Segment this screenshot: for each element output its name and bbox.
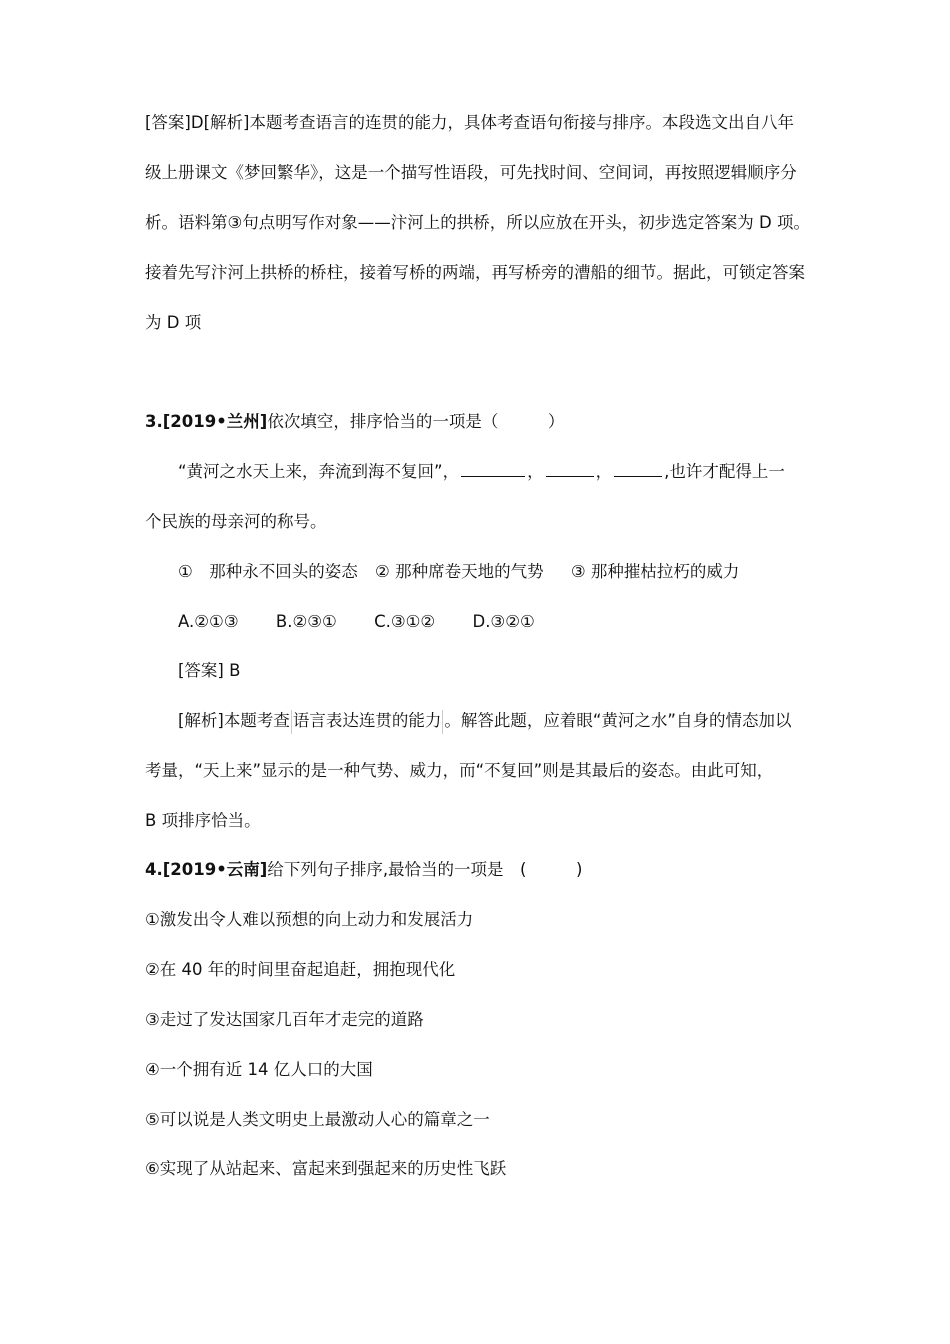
item-2: ② 那种席卷天地的气势 [375,562,544,581]
sentence-1: ①激发出令人难以预想的向上动力和发展活力 [145,910,474,929]
option-d[interactable]: D.③②① [472,612,535,631]
question-4-stem: 给下列句子排序,最恰当的一项是 ( ) [267,860,583,879]
question-3-analysis-line-3: B 项排序恰当。 [145,811,261,830]
separator-2: ， [595,462,613,481]
fill-blank-2[interactable] [546,460,594,477]
text-box-edge [291,710,292,734]
item-1: ① 那种永不回头的姿态 [178,562,358,581]
fill-blank-1[interactable] [461,460,525,477]
fill-blank-3[interactable] [614,460,662,477]
question-3-items [178,560,739,584]
question-4-number: 4.[2019•云南] [145,860,268,879]
question-4-heading [145,858,582,882]
question-3-number: 3.[2019•兰州] [145,412,268,431]
answer-analysis-line-4: 接着先写汴河上拱桥的桥柱，接着写桥的两端，再写桥旁的漕船的细节。据此，可锁定答案 [145,263,805,282]
analysis-rest: 。解答此题，应着眼“黄河之水”自身的情态加以 [444,711,792,730]
analysis-intro: [解析]本题考查 [178,711,290,730]
answer-analysis-line-2: 级上册课文《梦回繁华》，这是一个描写性语段，可先找时间、空间词，再按照逻辑顺序分 [145,163,797,182]
question-3-quote: “黄河之水天上来，奔流到海不复回”， [178,462,460,481]
question-3-prompt-line-2: 个民族的母亲河的称号。 [145,512,327,531]
question-3-prompt-line-1 [178,460,785,484]
option-c[interactable]: C.③①② [374,612,436,631]
option-b[interactable]: B.②③① [275,612,337,631]
answer-analysis-line-1: [答案]D[解析]本题考查语言的连贯的能力，具体考查语句衔接与排序。本段选文出自八年 [145,113,794,132]
sentence-4: ④一个拥有近 14 亿人口的大国 [145,1060,373,1079]
question-3-options [178,610,535,634]
answer-analysis-line-5: 为 D 项 [145,313,202,332]
answer-analysis-line-3: 析。语料第③句点明写作对象——汴河上的拱桥，所以应放在开头，初步选定答案为 D 项。 [145,213,810,232]
question-3-analysis-line-1 [178,709,791,734]
sentence-3: ③走过了发达国家几百年才走完的道路 [145,1010,424,1029]
sentence-5: ⑤可以说是人类文明史上最激动人心的篇章之一 [145,1110,490,1129]
option-a[interactable]: A.②①③ [178,612,239,631]
question-3-stem: 依次填空，排序恰当的一项是（ ） [267,412,565,431]
question-3-answer: [答案] B [178,661,241,680]
item-3: ③ 那种摧枯拉朽的威力 [570,562,740,581]
analysis-highlight: 语言表达连贯的能力 [292,711,442,730]
question-3-heading [145,410,564,434]
sentence-2: ②在 40 年的时间里奋起追赶，拥抱现代化 [145,960,456,979]
question-3-tail: ,也许才配得上一 [664,462,785,481]
sentence-6: ⑥实现了从站起来、富起来到强起来的历史性飞跃 [145,1159,507,1178]
separator-1: ， [527,462,544,481]
question-3-analysis-line-2: 考量，“天上来”显示的是一种气势、威力，而“不复回”则是其最后的姿态。由此可知， [145,761,774,780]
